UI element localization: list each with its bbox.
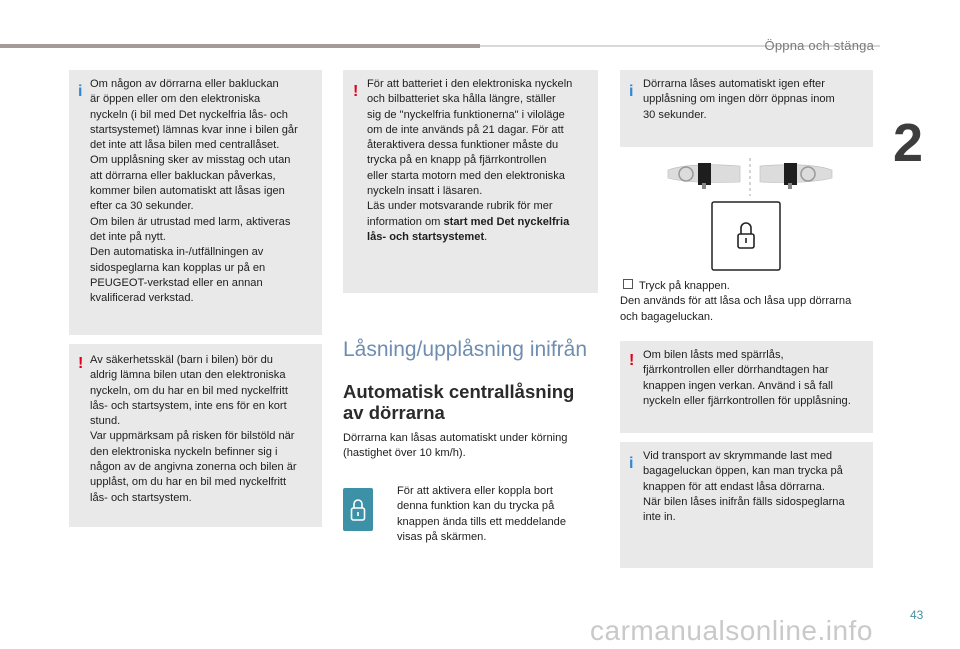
warning-line: och bilbatteriet ska hålla längre, ställer: [367, 93, 556, 106]
lock-button-closeup: [712, 202, 780, 270]
warning-note-box-3: [620, 341, 873, 433]
activation-line: visas på skärmen.: [397, 530, 487, 543]
press-text-line: och bagageluckan.: [620, 310, 714, 323]
warning-line: Var uppmärksam på risken för bilstöld när: [90, 430, 295, 443]
info-line: efter ca 30 sekunder.: [90, 200, 194, 213]
subsection-title-line: av dörrarna: [343, 402, 445, 423]
activation-text: [397, 484, 597, 545]
reference-prefix: information om: [367, 215, 444, 228]
info-line: det inte på nytt.: [90, 230, 166, 243]
reference-suffix: .: [484, 230, 488, 243]
reference-link-text: start med Det nyckelfria: [443, 215, 570, 228]
info-line: Om upplåsning sker av misstag och utan: [90, 154, 291, 167]
header-rule: [0, 44, 480, 48]
warning-line: eller starta motorn med den elektroniska: [367, 169, 565, 182]
warning-line: knappen ingen verkan. Använd i så fall: [643, 379, 833, 392]
page-number: 43: [910, 608, 924, 622]
warning-line: Läs under motsvarande rubrik för mer: [367, 200, 553, 213]
info-icon: i: [78, 83, 83, 100]
chapter-number: 2: [893, 113, 924, 173]
padlock-icon-glyph: [350, 498, 366, 522]
warning-icon: !: [78, 355, 84, 372]
warning-line: nyckeln, om du har en bil med nyckelfritt: [90, 384, 288, 397]
warning-line: någon av de angivna zonerna och bilen är: [90, 461, 297, 474]
press-button-line: [620, 279, 880, 294]
dashboard-illustration-left: [668, 163, 740, 189]
warning-line: stund.: [90, 415, 121, 428]
body-text-line: (hastighet över 10 km/h).: [343, 447, 466, 460]
warning-reference-line: [367, 230, 597, 245]
warning-line: Av säkerhetsskäl (barn i bilen) bör du: [90, 354, 273, 366]
warning-note-box-1: [69, 344, 322, 527]
info-line: det inte att låsa bilen med centrallåset.: [90, 139, 280, 152]
info-line: Vid transport av skrymmande last med: [643, 450, 833, 462]
info-note-box-1: [69, 70, 322, 335]
watermark: carmanualsonline.info: [590, 615, 873, 646]
info-line: Den automatiska in-/utfällningen av: [90, 246, 264, 259]
central-lock-button-diagram: [650, 150, 850, 280]
body-text-line: Dörrarna kan låsas automatiskt under körning: [343, 432, 568, 444]
info-line: Om någon av dörrarna eller bakluckan: [90, 78, 279, 90]
warning-line: nyckeln eller fjärrkontrollen för upplåsning.: [643, 394, 851, 407]
info-line: är öppen eller om den elektroniska: [90, 93, 261, 106]
info-line: att dörrarna eller bakluckan påverkas,: [90, 169, 276, 182]
info-icon: i: [629, 455, 634, 472]
dashboard-illustration-right: [760, 163, 832, 189]
info-line: knappen för att endast låsa dörrarna.: [643, 480, 825, 493]
info-note-box-3: [620, 442, 873, 568]
press-button-text: Tryck på knappen.: [639, 280, 730, 292]
warning-line: Om bilen låsts med spärrlås,: [643, 349, 784, 361]
body-text: [343, 431, 603, 462]
warning-line: sig de "nyckelfria funktionerna" i viloläge: [367, 108, 565, 121]
warning-line: trycka på en knapp på fjärrkontrollen: [367, 154, 547, 167]
warning-line: fjärrkontrollen eller dörrhandtagen har: [643, 364, 829, 377]
info-line: Dörrarna låses automatiskt igen efter: [643, 78, 825, 90]
reference-link-text: lås- och startsystemet: [367, 230, 485, 243]
info-line: inte in.: [643, 511, 676, 524]
padlock-icon: [343, 488, 373, 531]
info-line: När bilen låses inifrån fälls sidospeglarna: [643, 495, 845, 508]
info-line: PEUGEOT-verkstad eller en annan: [90, 276, 263, 289]
warning-line: nyckeln insatt i läsaren.: [367, 185, 483, 198]
subsection-title-line: Automatisk centrallåsning: [343, 381, 575, 402]
subsection-title: [343, 381, 593, 423]
info-line: upplåsning om ingen dörr öppnas inom: [643, 93, 835, 106]
activation-line: För att aktivera eller koppla bort: [397, 485, 554, 497]
warning-line: återaktivera dessa funktioner måste du: [367, 139, 559, 152]
info-note-box-2: [620, 70, 873, 147]
warning-line: För att batteriet i den elektroniska nyckeln: [367, 78, 573, 90]
warning-line: upplåst, om du har en bil med nyckelfritt: [90, 476, 287, 489]
activation-line: knappen ända tills ett meddelande: [397, 515, 566, 528]
page-header-title: Öppna och stänga: [764, 38, 874, 53]
info-line: nyckeln (i bil med Det nyckelfria lås- och: [90, 108, 288, 121]
press-text-line: Den används för att låsa och låsa upp dörrarna: [620, 295, 852, 308]
warning-line: den elektroniska nyckeln befinner sig i: [90, 445, 278, 458]
warning-icon: !: [629, 352, 635, 369]
info-line: 30 sekunder.: [643, 108, 707, 121]
arrow-bullet-icon: [623, 279, 633, 289]
press-button-instruction: [620, 279, 880, 325]
info-line: Om bilen är utrustad med larm, aktiveras: [90, 215, 291, 228]
activation-line: denna funktion kan du trycka på: [397, 500, 555, 513]
info-line: startsystemet) lämnas kvar inne i bilen går: [90, 123, 298, 136]
info-line: sidospeglarna kan kopplas ur på en: [90, 261, 266, 274]
warning-line: om de inte används på 21 dagar. För att: [367, 123, 564, 136]
warning-icon: !: [353, 83, 359, 100]
info-line: bagageluckan öppen, kan man trycka på: [643, 465, 843, 478]
section-title: Låsning/upplåsning inifrån: [343, 338, 588, 361]
warning-line: aldrig lämna bilen utan den elektroniska: [90, 369, 286, 382]
info-line: kommer bilen automatiskt att låsas igen: [90, 185, 285, 198]
warning-reference-line: [367, 215, 597, 230]
info-icon: i: [629, 83, 634, 100]
info-line: kvalificerad verkstad.: [90, 292, 194, 305]
warning-note-box-2: [343, 70, 598, 293]
warning-line: lås- och startsystem.: [90, 491, 192, 504]
warning-line: lås- och startsystem, inte ens för en kort: [90, 399, 287, 412]
